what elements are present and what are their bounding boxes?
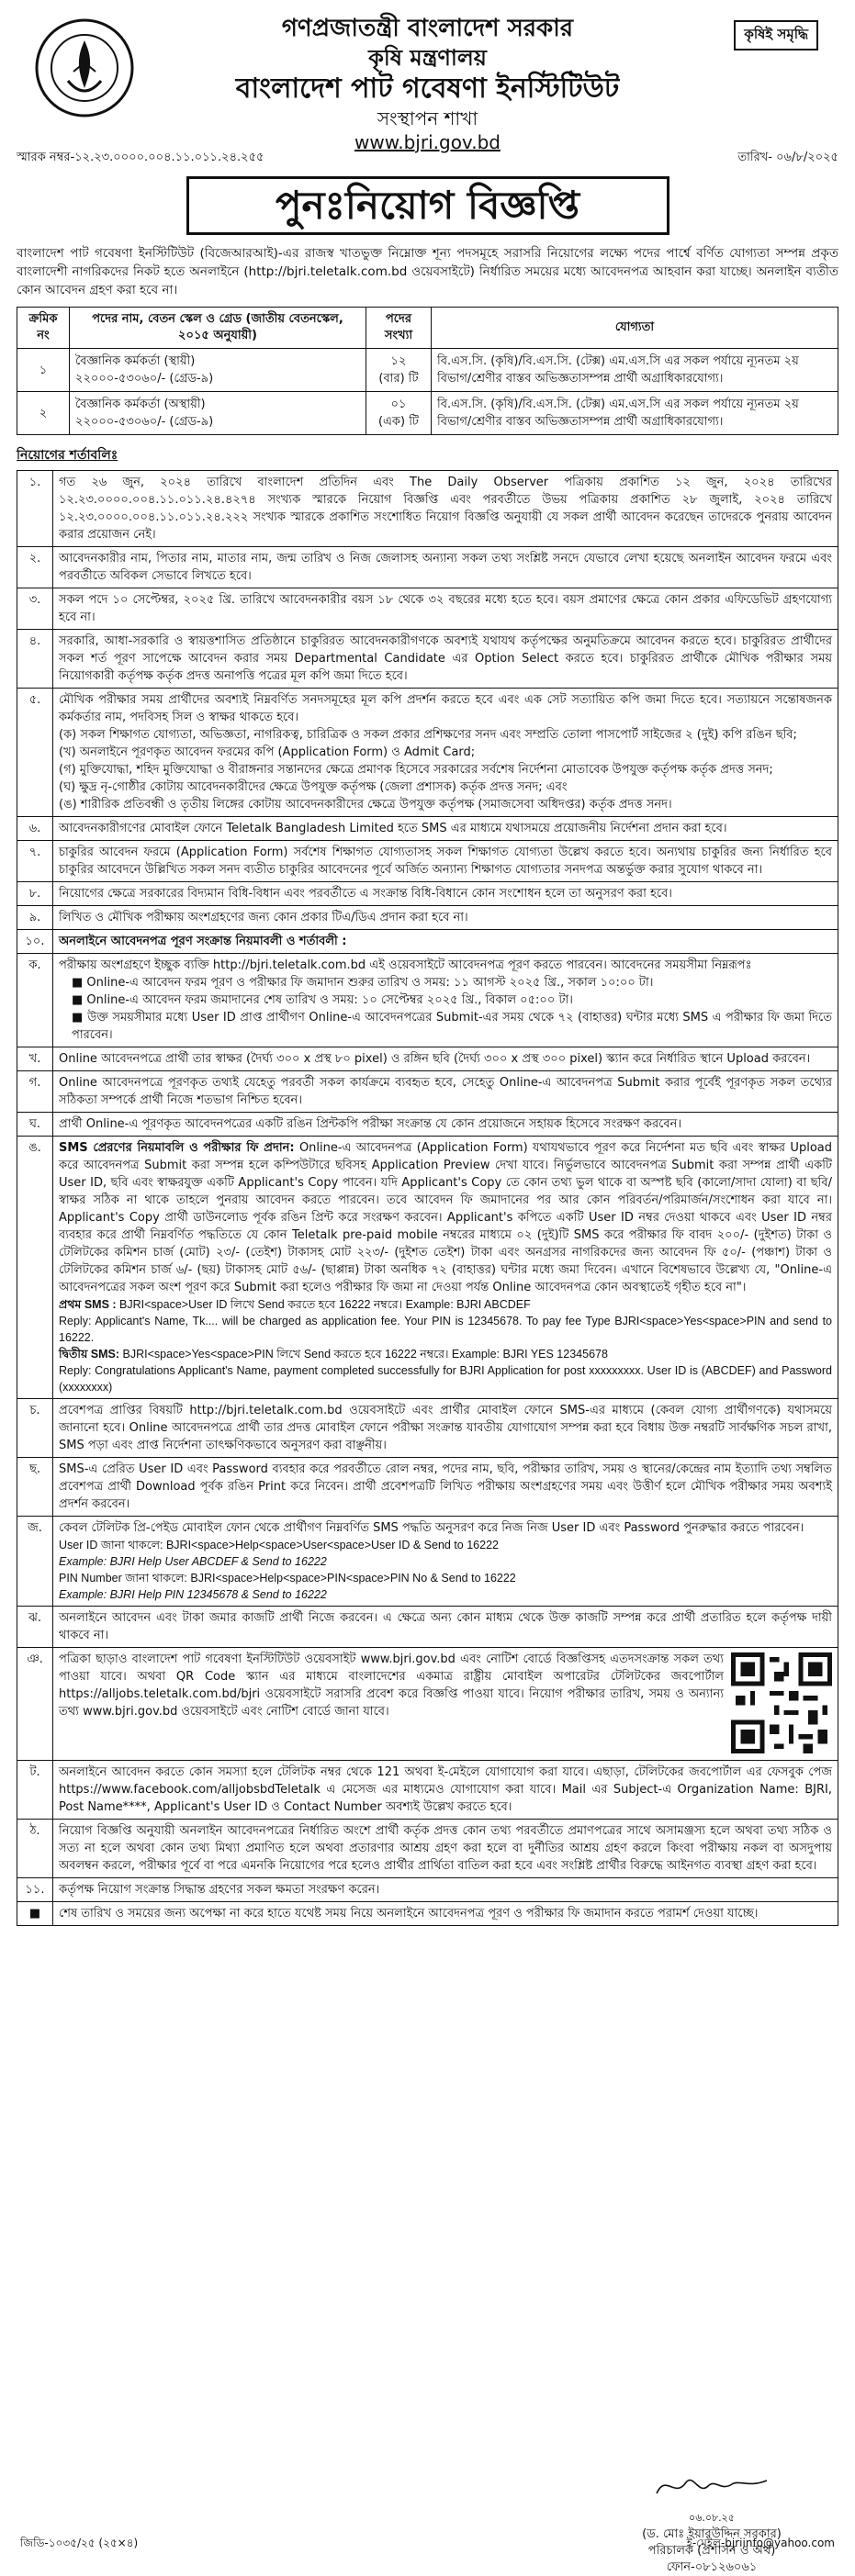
condition-row: ঙ. SMS প্রেরণের নিয়মাবলি ও পরীক্ষার ফি প্রদান: Online-এ আবেদনপত্র (Application Form) যথাযথভাবে পূরণ করে নির্দেশনা মত ছবি এবং স্বাক্ষর Upload করে আবেদনপত্র Submit করা সম্পন্ন হলে কম্পিউটারে ছবিসহ Application Preview দেখা যাবে। নির্ভুলভাবে আবেদনপত্র Submit করা সম্পন্ন প্রার্থী একটি User ID, ছবি এবং স্বাক্ষরযুক্ত একটি Applicant's Copy পাবেন। যদি Applicant's Copy তে কোন তথ্য ভুল থাকে বা অস্পষ্ট ছবি (কালো/সাদা যোলা) বা ছবি/স্বাক্ষর সঠিক না থাকে তাহলে পুনরায় আবেদন করতে পারবেন। তবে আবেদন ফি জমাদানের পর আর কোন পরিবর্তন/পরিমার্জন/সংশোধন করা যাবে না। Applicant's Copy প্রার্থী ডাউনলোড পূর্বক রঙিন প্রিন্ট করে সংরক্ষণ করবেন। Applicant's কপিতে একটি User ID নম্বর দেওয়া থাকবে এবং User ID নম্বর ব্যবহার করে প্রার্থী নিম্নবর্ণিত পদ্ধতিতে যে কোন Teletalk pre-paid mobile নম্বরের মাধ্যমে ০২ (দুই)টি SMS করে পরীক্ষার ফি বাবদ ২০০/- (দুইশত) টাকা ও টেলিটকের কমিশন চার্জ (মোট) ২৩/- (তেইশ) টাকাসহ মোট ২২৩/- (দুইশত তেইশ) টাকা এবং অনগ্রসর নাগরিকদের জন্য আবেদন ফি ৫০/- (পঞ্চাশ) টাকা ও টেলিটকের কমিশন চার্জ ৬/- (ছয়) টাকাসহ মোট ৫৬/- (ছাপ্পান্ন) টাকা অনধিক ৭২ (বাহাত্তর) ঘন্টার মধ্যে জমা দিবেন। এখানে বিশেষভাবে উল্লেখ্য যে, "Online-এ আবেদনপত্রের সকল অংশ পূরণ করে Submit করা হলেও পরীক্ষার ফি জমা না দেওয়া পর্যন্ত Online আবেদনপত্র কোন অবস্থাতেই গৃহীত হবে না"। প্রথম SMS : BJRI<space>User ID লিখে Send করতে হবে 16222 নম্বরে। Example: BJRI ABCDEF Reply: Applicant's Name, Tk.... will be charged as application fee. Your PIN is 12345678. To pay fee Type BJRI<space>Yes<space>PIN and send to 16222. দ্বিতীয় SMS: BJRI<space>Yes<space>PIN লিখে Send করতে হবে 16222 নম্বরে। Example: BJRI YES 12345678 Reply: Congratulations Applicant's Name, payment completed successfully for BJRI Application for post xxxxxxxxx. User ID is (ABCDEF) and Password (xxxxxxxx) bbox=[17, 1137, 838, 1399]
condition-row: ■ শেষ তারিখ ও সময়ের জন্য অপেক্ষা না করে হাতে যথেষ্ট সময় নিয়ে অনলাইনে আবেদনপত্র পূরণ ও পরীক্ষার ফি জমাদান করতে পরামর্শ দেওয়া যাচ্ছে। bbox=[17, 1902, 838, 1926]
condition-row: ৯. লিখিত ও মৌখিক পরীক্ষায় অংশগ্রহণের জন্য কোন প্রকার টিএ/ডিএ প্রদান করা হবে না। bbox=[17, 906, 838, 930]
closing-note: শেষ তারিখ ও সময়ের জন্য অপেক্ষা না করে হাতে যথেষ্ট সময় নিয়ে অনলাইনে আবেদনপত্র পূরণ ও পরীক্ষার ফি জমাদান করতে পরামর্শ দেওয়া যাচ্ছে। bbox=[53, 1902, 838, 1926]
row-post bbox=[70, 349, 366, 392]
condition-row: ক. পরীক্ষায় অংশগ্রহণে ইচ্ছুক ব্যক্তি http://bjri.teletalk.com.bd এই ওয়েবসাইটে আবেদনপত্র পূরণ করতে পারবেন। আবেদনের সময়সীমা নিম্নরূপঃ ■ Online-এ আবেদন ফরম পূরণ ও পরীক্ষার ফি জমাদান শুরুর তারিখ ও সময়: ১১ আগস্ট ২০২৫ খ্রি., সকাল ১০:০০ টা। ■ Online-এ আবেদন ফরম জমাদানের শেষ তারিখ ও সময়: ১০ সেপ্টেম্বর ২০২৫ খ্রি., বিকাল ০৫:০০ টা। ■ উক্ত সময়সীমার মধ্যে User ID প্রাপ্ত প্রার্থীগণ Online-এ আবেদনপত্রের Submit-এর সময় থেকে ৭২ (বাহাত্তর) ঘন্টার মধ্যে SMS এ পরীক্ষার ফি জমা দিতে পারবেন। bbox=[17, 954, 838, 1047]
condition-row: ৭. চাকুরির আবেদন ফরমে (Application Form) সর্বশেষ শিক্ষাগত যোগ্যতাসহ সকল শিক্ষাগত যোগ্যতা উল্লেখ করতে হবে। অন্যথায় চাকুরির জন্য নির্ধারিত হবে চাকুরির আবেদনে উল্লিখিত সকল সনদ ব্যতীত চাকুরির আবেদনের পূর্বে অর্জিত অন্যান্য শিক্ষাগত যোগ্যতার সনদপত্র অন্তর্ভুক্ত করার সুযোগ থাকবে না। bbox=[17, 841, 838, 882]
conditions-table bbox=[17, 470, 838, 1926]
condition-row: চ. প্রবেশপত্র প্রাপ্তির বিষয়টি http://bjri.teletalk.com.bd ওয়েবসাইটে এবং প্রার্থীর মোবাইল ফোনে SMS-এর মাধ্যমে (কেবল যোগ্য প্রার্থীগণকে) যথাসময়ে জানানো হবে। Online আবেদনপত্রে প্রার্থী তার প্রদত্ত মোবাইল ফোনে পরীক্ষা সংক্রান্ত যাবতীয় যোগাযোগ সম্পন্ন করা হবে বিধায় উক্ত নম্বরটি সার্বক্ষণিক সচল রাখা, SMS পড়া এবং প্রাপ্ত নির্দেশনা তাৎক্ষণিকভাবে অনুসরণ করা বাঞ্ছনীয়। bbox=[17, 1399, 838, 1458]
header bbox=[17, 0, 838, 153]
signature-block bbox=[602, 2468, 822, 2576]
condition-text: Online আবেদনপত্রে পূরণকৃত তথ্যই যেহেতু পরবর্তী সকল কার্যক্রমে ব্যবহৃত হবে, সেহেতু Online-এ আবেদনপত্র Submit করার পূর্বেই পূরণকৃত সকল তথ্যের সঠিকতা সম্পর্কে প্রার্থী নিজে শতভাগ নিশ্চিত হবেন। bbox=[53, 1071, 838, 1113]
notice-title: পুনঃনিয়োগ বিজ্ঞপ্তি bbox=[186, 176, 669, 235]
post-scale: ২২০০০-৫৩০৬০/- (গ্রেড-৯) bbox=[75, 415, 214, 429]
condition-text: অনলাইনে আবেদন করতে কোন সমস্যা হলে টেলিটক নম্বর থেকে 121 অথবা ই-মেইলে যোগাযোগ করা যাবে। এছাড়া, টেলিটকের জবপোর্টাল এর ফেসবুক পেজ https://www.facebook.com/alljobsbdTeletalk এ মেসেজ এর মাধ্যমেও যোগাযোগ করা যাবে। Mail এর Subject-এ Organization Name: BJRI, Post Name****, Applicant's User ID ও Contact Number অবশ্যই উল্লেখ করতে হবে। bbox=[53, 1761, 838, 1820]
condition-text: অনলাইনে আবেদন এবং টাকা জমার কাজটি প্রার্থী নিজে করবেন। এ ক্ষেত্রে অন্য কোন মাধ্যম থেকে উক্ত কাজটি সম্পন্ন করে প্রার্থী প্রতারিত হলে কর্তৃপক্ষ দায়ী থাকবে না। bbox=[53, 1607, 838, 1648]
condition-text: পরীক্ষায় অংশগ্রহণে ইচ্ছুক ব্যক্তি http://bjri.teletalk.com.bd এই ওয়েবসাইটে আবেদনপত্র পূরণ করতে পারবেন। আবেদনের সময়সীমা নিম্নরূপঃ ■ Online-এ আবেদন ফরম পূরণ ও পরীক্ষার ফি জমাদান শুরুর তারিখ ও সময়: ১১ আগস্ট ২০২৫ খ্রি., সকাল ১০:০০ টা। ■ Online-এ আবেদন ফরম জমাদানের শেষ তারিখ ও সময়: ১০ সেপ্টেম্বর ২০২৫ খ্রি., বিকাল ০৫:০০ টা। ■ উক্ত সময়সীমার মধ্যে User ID প্রাপ্ত প্রার্থীগণ Online-এ আবেদনপত্রের Submit-এর সময় থেকে ৭২ (বাহাত্তর) ঘন্টার মধ্যে SMS এ পরীক্ষার ফি জমা দিতে পারবেন। bbox=[53, 954, 838, 1047]
memo-date: তারিখ- ০৬/৮/২০২৫ bbox=[737, 150, 838, 164]
condition-text: প্রবেশপত্র প্রাপ্তির বিষয়টি http://bjri.teletalk.com.bd ওয়েবসাইটে এবং প্রার্থীর মোবাইল ফোনে SMS-এর মাধ্যমে (কেবল যোগ্য প্রার্থীগণকে) যথাসময়ে জানানো হবে। Online আবেদনপত্রে প্রার্থী তার প্রদত্ত মোবাইল ফোনে পরীক্ষা সংক্রান্ত যাবতীয় যোগাযোগ সম্পন্ন করা হবে বিধায় উক্ত নম্বরটি সার্বক্ষণিক সচল রাখা, SMS পড়া এবং প্রাপ্ত নির্দেশনা তাৎক্ষণিকভাবে অনুসরণ করা বাঞ্ছনীয়। bbox=[53, 1399, 838, 1458]
row-serial: ২ bbox=[17, 392, 70, 435]
qr-code-icon[interactable] bbox=[731, 1652, 832, 1753]
condition-row: জ. কেবল টেলিটক প্রি-পেইড মোবাইল ফোন থেকে প্রার্থীগণ নিম্নবর্ণিত SMS পদ্ধতি অনুসরণ করে নিজ নিজ User ID এবং Password পুনরুদ্ধার করতে পারবেন। User ID জানা থাকলে: BJRI<space>Help<space>User<space>User ID & Send to 16222 Example: BJRI Help User ABCDEF & Send to 16222 PIN Number জানা থাকলে: BJRI<space>Help<space>PIN<space>PIN No & Send to 16222 Example: BJRI Help PIN 12345678 & Send to 16222 bbox=[17, 1517, 838, 1607]
signatory-title: পরিচালক (প্রশাসন ও অর্থ) bbox=[647, 2544, 776, 2558]
condition-row: ঞ. পত্রিকা ছাড়াও বাংলাদেশ পাট গবেষণা ইনস্টিটিউট ওয়েবসাইট www.bjri.gov.bd এবং নোটিশ বোর্ডে বিজ্ঞপ্তিসহ এতদসংক্রান্ত সকল তথ্য পাওয়া যাবে। অথবা QR Code স্ক্যান এর মাধ্যমে বাংলাদেশের একমাত্র রাষ্ট্রীয় মোবাইল অপারেটর টেলিটকের জবপোর্টাল https://alljobs.teletalk.com.bd/bjri ওয়েবসাইটে সরাসরি প্রবেশ করে বিজ্ঞপ্তি পাওয়া যাবে। নিয়োগ পরীক্ষার তারিখ, সময় ও অন্যান্য তথ্য www.bjri.gov.bd ওয়েবসাইটে এবং নোটিশ বোর্ডে জানা যাবে। bbox=[17, 1648, 838, 1761]
post-name: বৈজ্ঞানিক কর্মকর্তা (অস্থায়ী) bbox=[75, 398, 206, 411]
condition-text: কেবল টেলিটক প্রি-পেইড মোবাইল ফোন থেকে প্রার্থীগণ নিম্নবর্ণিত SMS পদ্ধতি অনুসরণ করে নিজ নিজ User ID এবং Password পুনরুদ্ধার করতে পারবেন। User ID জানা থাকলে: BJRI<space>Help<space>User<space>User ID & Send to 16222 Example: BJRI Help User ABCDEF & Send to 16222 PIN Number জানা থাকলে: BJRI<space>Help<space>PIN<space>PIN No & Send to 16222 Example: BJRI Help PIN 12345678 & Send to 16222 bbox=[53, 1517, 838, 1607]
condition-row: ৫. মৌখিক পরীক্ষার সময় প্রার্থীদের অবশ্যই নিম্নবর্ণিত সনদসমূহের মূল কপি প্রদর্শন করতে হবে এবং এক সেট সত্যায়িত কপি জমা দিতে হবে। সত্যায়নে সন্তোষজনক কর্মকর্তার নাম, পদবিসহ সিল ও স্বাক্ষর থাকতে হবে। (ক) সকল শিক্ষাগত যোগ্যতা, অভিজ্ঞতা, নাগরিকত্ব, চারিত্রিক ও সকল প্রকার প্রশিক্ষণের সনদ এবং সম্প্রতি তোলা পাসপোর্ট সাইজের ২ (দুই) কপি রঙিন ছবি; (খ) অনলাইনে পূরণকৃত আবেদন ফরমের কপি (Application Form) ও Admit Card; (গ) মুক্তিযোদ্ধা, শহিদ মুক্তিযোদ্ধা ও বীরাঙ্গনার সন্তানদের ক্ষেত্রে প্রমাণক হিসেবে সরকারের সর্বশেষ নির্দেশনা মোতাবেক উপযুক্ত কর্তৃপক্ষ কর্তৃক প্রদত্ত সনদ; (ঘ) ক্ষুদ্র নৃ-গোষ্ঠীর কোটায় আবেদনকারীদের ক্ষেত্রে উপযুক্ত কর্তৃপক্ষ (জেলা প্রশাসক) কর্তৃক প্রদত্ত সনদ; এবং (ঙ) শারীরিক প্রতিবন্ধী ও তৃতীয় লিঙ্গের কোটায় আবেদনকারীদের ক্ষেত্রে উপযুক্ত কর্তৃপক্ষ (সমাজসেবা অধিদপ্তর) কর্তৃক প্রদত্ত সনদ। bbox=[17, 689, 838, 817]
conditions-heading: নিয়োগের শর্তাবলিঃ bbox=[17, 448, 118, 463]
post-scale: ২২০০০-৫৩০৬০/- (গ্রেড-৯) bbox=[75, 372, 214, 386]
condition-text: চাকুরির আবেদন ফরমে (Application Form) সর্বশেষ শিক্ষাগত যোগ্যতাসহ সকল শিক্ষাগত যোগ্যতা উল্লেখ করতে হবে। অন্যথায় চাকুরির জন্য নির্ধারিত হবে চাকুরির আবেদনে উল্লিখিত সকল সনদ ব্যতীত চাকুরির আবেদনের পূর্বে অর্জিত অন্যান্য শিক্ষাগত যোগ্যতার সনদপত্র অন্তর্ভুক্ত করার সুযোগ থাকবে না। bbox=[53, 841, 838, 882]
condition-text: সরকারি, আধা-সরকারি ও স্বায়ত্তশাসিত প্রতিষ্ঠানে চাকুরিরত আবেদনকারীগণকে অবশ্যই যথাযথ কর্তৃপক্ষের অনুমতিক্রমে আবেদন করতে হবে। চাকুরিরত প্রার্থীদের সকল শর্ত পূরণ সাপেক্ষে আবেদন করার সময় Departmental Candidate এর Option Select করতে হবে। চাকুরিরত প্রার্থীকে মৌখিক পরীক্ষার সময় নিয়োগকারী কর্তৃপক্ষ কর্তৃক প্রদত্ত অনাপত্তি পত্রের মূল কপি জমা দিতে হবে। bbox=[53, 630, 838, 689]
row-count bbox=[366, 392, 432, 435]
count-number: ০১ bbox=[390, 398, 407, 411]
header-count: পদের সংখ্যা bbox=[366, 308, 432, 349]
condition-row: ১০. অনলাইনে আবেদনপত্র পূরণ সংক্রান্ত নিয়মাবলী ও শর্তাবলী : bbox=[17, 930, 838, 954]
condition-heading: অনলাইনে আবেদনপত্র পূরণ সংক্রান্ত নিয়মাবলী ও শর্তাবলী : bbox=[53, 930, 838, 954]
intro-paragraph: বাংলাদেশ পাট গবেষণা ইনস্টিটিউট (বিজেআরআই)-এর রাজস্ব খাতভুক্ত নিম্নোক্ত শূন্য পদসমূহে সরাসরি নিয়োগের লক্ষ্যে পদের পার্শ্বে বর্ণিত যোগ্যতা সম্পন্ন প্রকৃত বাংলাদেশী নাগরিকদের নিকট হতে অনলাইনে (http://bjri.teletalk.com.bd ওয়েবসাইটে) নির্ধারিত সময়ের মধ্যে আবেদনপত্র আহবান করা যাচ্ছে। অনলাইন ব্যতীত কোন আবেদন গ্রহণ করা হবে না। bbox=[17, 246, 838, 297]
condition-row: ৪. সরকারি, আধা-সরকারি ও স্বায়ত্তশাসিত প্রতিষ্ঠানে চাকুরিরত আবেদনকারীগণকে অবশ্যই যথাযথ কর্তৃপক্ষের অনুমতিক্রমে আবেদন করতে হবে। চাকুরিরত প্রার্থীদের সকল শর্ত পূরণ সাপেক্ষে আবেদন করার সময় Departmental Candidate এর Option Select করতে হবে। চাকুরিরত প্রার্থীকে মৌখিক পরীক্ষার সময় নিয়োগকারী কর্তৃপক্ষ কর্তৃক প্রদত্ত অনাপত্তি পত্রের মূল কপি জমা দিতে হবে। bbox=[17, 630, 838, 689]
header-post: পদের নাম, বেতন স্কেল ও গ্রেড (জাতীয় বেতনস্কেল, ২০১৫ অনুযায়ী) bbox=[70, 308, 366, 349]
row-serial: ১ bbox=[17, 349, 70, 392]
signatory-name: (ড. মোঃ ইয়ারউদ্দিন সরকার) bbox=[642, 2527, 782, 2541]
condition-text: মৌখিক পরীক্ষার সময় প্রার্থীদের অবশ্যই নিম্নবর্ণিত সনদসমূহের মূল কপি প্রদর্শন করতে হবে এবং এক সেট সত্যায়িত কপি জমা দিতে হবে। সত্যায়নে সন্তোষজনক কর্মকর্তার নাম, পদবিসহ সিল ও স্বাক্ষর থাকতে হবে। (ক) সকল শিক্ষাগত যোগ্যতা, অভিজ্ঞতা, নাগরিকত্ব, চারিত্রিক ও সকল প্রকার প্রশিক্ষণের সনদ এবং সম্প্রতি তোলা পাসপোর্ট সাইজের ২ (দুই) কপি রঙিন ছবি; (খ) অনলাইনে পূরণকৃত আবেদন ফরমের কপি (Application Form) ও Admit Card; (গ) মুক্তিযোদ্ধা, শহিদ মুক্তিযোদ্ধা ও বীরাঙ্গনার সন্তানদের ক্ষেত্রে প্রমাণক হিসেবে সরকারের সর্বশেষ নির্দেশনা মোতাবেক উপযুক্ত কর্তৃপক্ষ কর্তৃক প্রদত্ত সনদ; (ঘ) ক্ষুদ্র নৃ-গোষ্ঠীর কোটায় আবেদনকারীদের ক্ষেত্রে উপযুক্ত কর্তৃপক্ষ (জেলা প্রশাসক) কর্তৃক প্রদত্ত সনদ; এবং (ঙ) শারীরিক প্রতিবন্ধী ও তৃতীয় লিঙ্গের কোটায় আবেদনকারীদের ক্ষেত্রে উপযুক্ত কর্তৃপক্ষ (সমাজসেবা অধিদপ্তর) কর্তৃক প্রদত্ত সনদ। bbox=[53, 689, 838, 817]
signatory-phone: ফোন-০৮১২৬০৬১ bbox=[666, 2560, 758, 2574]
condition-text: প্রার্থী Online-এ পূরণকৃত আবেদনপত্রের একটি রঙিন প্রিন্টকপি পরীক্ষা সংক্রান্ত যে কোন প্রয়োজনে সহায়ক হিসেবে সংরক্ষণ করবেন। bbox=[53, 1113, 838, 1137]
condition-row: ঘ. প্রার্থী Online-এ পূরণকৃত আবেদনপত্রের একটি রঙিন প্রিন্টকপি পরীক্ষা সংক্রান্ত যে কোন প্রয়োজনে সহায়ক হিসেবে সংরক্ষণ করবেন। bbox=[17, 1113, 838, 1137]
institute-name: বাংলাদেশ পাট গবেষণা ইনস্টিটিউট bbox=[235, 73, 620, 105]
condition-row: ১. গত ২৬ জুন, ২০২৪ তারিখে বাংলাদেশ প্রতিদিন এবং The Daily Observer পত্রিকায় প্রকাশিত ১২ জুন, ২০২৪ তারিখের ১২.২৩.০০০০.০০৪.১১.০১১.২৪.৪২৭৪ সংখ্যক স্মারকে নিয়োগ বিজ্ঞপ্তি এবং পরবর্তীতে উভয় পত্রিকায় প্রকাশিত ২৮ জুলাই, ২০২৪ তারিখে ১২.২৩.০০০০.০০৪.১১.০১১.২৪.২২২ সংখ্যক স্মারকে প্রকাশিত সংশোধিত নিয়োগ বিজ্ঞপ্তি অনুযায়ী যে সকল প্রার্থী আবেদন করেছেন তাদেরকে পুনরায় আবেদন করার প্রয়োজন নেই। bbox=[17, 471, 838, 547]
govt-name: গণপ্রজাতন্ত্রী বাংলাদেশ সরকার bbox=[281, 15, 574, 42]
footer-code: জিডি-১০৩৫/২৫ (২৫×৪) bbox=[20, 2537, 139, 2549]
footer-email[interactable]: ই-মেইল-bjriinfo@yahoo.com bbox=[686, 2537, 835, 2549]
motto-badge: কৃষিই সমৃদ্ধি bbox=[734, 20, 818, 50]
condition-text: Online আবেদনপত্রে প্রার্থী তার স্বাক্ষর (দৈর্ঘ্য ৩০০ x প্রস্থ ৮০ pixel) ও রঙ্গিন ছবি (দৈর্ঘ্য ৩০০ x প্রস্থ ৩০০ pixel) স্ক্যান করে নির্ধারিত স্থানে Upload করবেন। bbox=[53, 1047, 838, 1071]
memo-number: স্মারক নম্বর-১২.২৩.০০০০.০০৪.১১.০১১.২৪.২৫৫ bbox=[17, 150, 264, 164]
signature-date: ০৬.০৮.২৫ bbox=[689, 2512, 735, 2524]
condition-row: খ. Online আবেদনপত্রে প্রার্থী তার স্বাক্ষর (দৈর্ঘ্য ৩০০ x প্রস্থ ৮০ pixel) ও রঙ্গিন ছবি (দৈর্ঘ্য ৩০০ x প্রস্থ ৩০০ pixel) স্ক্যান করে নির্ধারিত স্থানে Upload করবেন। bbox=[17, 1047, 838, 1071]
table-row bbox=[17, 349, 838, 392]
posts-table bbox=[17, 307, 838, 435]
bjri-logo-icon bbox=[33, 17, 136, 119]
condition-text: SMS প্রেরণের নিয়মাবলি ও পরীক্ষার ফি প্রদান: Online-এ আবেদনপত্র (Application Form) যথাযথভাবে পূরণ করে নির্দেশনা মত ছবি এবং স্বাক্ষর Upload করে আবেদনপত্র Submit করা সম্পন্ন হলে কম্পিউটারে ছবিসহ Application Preview দেখা যাবে। নির্ভুলভাবে আবেদনপত্র Submit করা সম্পন্ন প্রার্থী একটি User ID, ছবি এবং স্বাক্ষরযুক্ত একটি Applicant's Copy পাবেন। যদি Applicant's Copy তে কোন তথ্য ভুল থাকে বা অস্পষ্ট ছবি (কালো/সাদা যোলা) বা ছবি/স্বাক্ষর সঠিক না থাকে তাহলে পুনরায় আবেদন করতে পারবেন। তবে আবেদন ফি জমাদানের পর আর কোন পরিবর্তন/পরিমার্জন/সংশোধন করা যাবে না। Applicant's Copy প্রার্থী ডাউনলোড পূর্বক রঙিন প্রিন্ট করে সংরক্ষণ করবেন। Applicant's কপিতে একটি User ID নম্বর দেওয়া থাকবে এবং User ID নম্বর ব্যবহার করে প্রার্থী নিম্নবর্ণিত পদ্ধতিতে যে কোন Teletalk pre-paid mobile নম্বরের মাধ্যমে ০২ (দুই)টি SMS করে পরীক্ষার ফি বাবদ ২০০/- (দুইশত) টাকা ও টেলিটকের কমিশন চার্জ (মোট) ২৩/- (তেইশ) টাকাসহ মোট ২২৩/- (দুইশত তেইশ) টাকা এবং অনগ্রসর নাগরিকদের জন্য আবেদন ফি ৫০/- (পঞ্চাশ) টাকা ও টেলিটকের কমিশন চার্জ ৬/- (ছয়) টাকাসহ মোট ৫৬/- (ছাপ্পান্ন) টাকা অনধিক ৭২ (বাহাত্তর) ঘন্টার মধ্যে জমা দিবেন। এখানে বিশেষভাবে উল্লেখ্য যে, "Online-এ আবেদনপত্রের সকল অংশ পূরণ করে Submit করা হলেও পরীক্ষার ফি জমা না দেওয়া পর্যন্ত Online আবেদনপত্র কোন অবস্থাতেই গৃহীত হবে না"। প্রথম SMS : BJRI<space>User ID লিখে Send করতে হবে 16222 নম্বরে। Example: BJRI ABCDEF Reply: Applicant's Name, Tk.... will be charged as application fee. Your PIN is 12345678. To pay fee Type BJRI<space>Yes<space>PIN and send to 16222. দ্বিতীয় SMS: BJRI<space>Yes<space>PIN লিখে Send করতে হবে 16222 নম্বরে। Example: BJRI YES 12345678 Reply: Congratulations Applicant's Name, payment completed successfully for BJRI Application for post xxxxxxxxx. User ID is (ABCDEF) and Password (xxxxxxxx) bbox=[53, 1137, 838, 1399]
row-post bbox=[70, 392, 366, 435]
table-row bbox=[17, 392, 838, 435]
signature-icon bbox=[647, 2468, 776, 2504]
condition-row: গ. Online আবেদনপত্রে পূরণকৃত তথ্যই যেহেতু পরবর্তী সকল কার্যক্রমে ব্যবহৃত হবে, সেহেতু Online-এ আবেদনপত্র Submit করার পূর্বেই পূরণকৃত সকল তথ্যের সঠিকতা সম্পর্কে প্রার্থী নিজে শতভাগ নিশ্চিত হবেন। bbox=[17, 1071, 838, 1113]
condition-row: ঠ. নিয়োগ বিজ্ঞপ্তি অনুযায়ী অনলাইন আবেদনপত্রের নির্ধারিত অংশে প্রার্থী কর্তৃক প্রদত্ত কোন তথ্য পরবর্তীতে প্রমাণপত্রের সাথে অসামঞ্জস্য হলে অথবা তথ্য সঠিক ও সত্য না হলে অথবা কোন তথ্য মিথ্যা প্রমাণিত হলে অথবা প্রতারণার আশ্রয় গ্রহণ করা হলে বা দুর্নীতির আশ্রয় গ্রহণ করলে কিংবা পরীক্ষায় নকল বা অসদুপায় অবলম্বন করলে, পরীক্ষার পূর্বে বা পরে এমনকি নিয়োগের পরে হলেও প্রার্থীর প্রার্থিতা বাতিল করা হবে এবং সংশ্লিষ্ট প্রার্থীর বিরুদ্ধে আইনগত ব্যবস্থা গ্রহণ করা হবে। bbox=[17, 1820, 838, 1878]
condition-text: আবেদনকারীগণের মোবাইল ফোনে Teletalk Bangladesh Limited হতে SMS এর মাধ্যমে যথাসময়ে প্রয়োজনীয় নির্দেশনা প্রদান করা হবে। bbox=[53, 817, 838, 841]
condition-text: লিখিত ও মৌখিক পরীক্ষায় অংশগ্রহণের জন্য কোন প্রকার টিএ/ডিএ প্রদান করা হবে না। bbox=[53, 906, 838, 930]
count-words: (বার) টি bbox=[378, 372, 419, 386]
condition-text: আবেদনকারীর নাম, পিতার নাম, মাতার নাম, জন্ম তারিখ ও নিজ জেলাসহ অন্যান্য সকল তথ্য সংশ্লিষ্ট সনদে যেভাবে লেখা হয়েছে অনলাইন আবেদন ফরমে এবং পরবর্তীতে অবিকল সেভাবে লিখতে হবে। bbox=[53, 547, 838, 588]
condition-row: ৬. আবেদনকারীগণের মোবাইল ফোনে Teletalk Bangladesh Limited হতে SMS এর মাধ্যমে যথাসময়ে প্রয়োজনীয় নির্দেশনা প্রদান করা হবে। bbox=[17, 817, 838, 841]
condition-text: পত্রিকা ছাড়াও বাংলাদেশ পাট গবেষণা ইনস্টিটিউট ওয়েবসাইট www.bjri.gov.bd এবং নোটিশ বোর্ডে বিজ্ঞপ্তিসহ এতদসংক্রান্ত সকল তথ্য পাওয়া যাবে। অথবা QR Code স্ক্যান এর মাধ্যমে বাংলাদেশের একমাত্র রাষ্ট্রীয় মোবাইল অপারেটর টেলিটকের জবপোর্টাল https://alljobs.teletalk.com.bd/bjri ওয়েবসাইটে সরাসরি প্রবেশ করে বিজ্ঞপ্তি পাওয়া যাবে। নিয়োগ পরীক্ষার তারিখ, সময় ও অন্যান্য তথ্য www.bjri.gov.bd ওয়েবসাইটে এবং নোটিশ বোর্ডে জানা যাবে। bbox=[53, 1648, 838, 1761]
row-count bbox=[366, 349, 432, 392]
condition-text: নিয়োগের ক্ষেত্রে সরকারের বিদ্যমান বিধি-বিধান এবং পরবর্তীতে এ সংক্রান্ত বিধি-বিধানে কোন সংশোধন হলে তা অনুসরণ করা হবে। bbox=[53, 882, 838, 906]
condition-text: SMS-এ প্রেরিত User ID এবং Password ব্যবহার করে পরবর্তীতে রোল নম্বর, পদের নাম, ছবি, পরীক্ষার তারিখ, সময় ও স্থানের/কেন্দ্রের নাম ইত্যাদি তথ্য সম্বলিত প্রবেশপত্র প্রার্থী Download পূর্বক রঙিন Print করে নিবেন। প্রার্থী প্রবেশপত্রটি লিখিত পরীক্ষায় অংশগ্রহণের সময় এবং উত্তীর্ণ হলে মৌখিক পরীক্ষার সময় অবশ্যই প্রদর্শন করবেন। bbox=[53, 1458, 838, 1517]
count-number: ১২ bbox=[390, 354, 407, 368]
condition-text: কর্তৃপক্ষ নিয়োগ সংক্রান্ত সিদ্ধান্ত গ্রহণের সকল ক্ষমতা সংরক্ষণ করেন। bbox=[53, 1878, 838, 1902]
condition-text: নিয়োগ বিজ্ঞপ্তি অনুযায়ী অনলাইন আবেদনপত্রের নির্ধারিত অংশে প্রার্থী কর্তৃক প্রদত্ত কোন তথ্য পরবর্তীতে প্রমাণপত্রের সাথে অসামঞ্জস্য হলে অথবা তথ্য সঠিক ও সত্য না হলে অথবা কোন তথ্য মিথ্যা প্রমাণিত হলে অথবা প্রতারণার আশ্রয় গ্রহণ করা হলে বা দুর্নীতির আশ্রয় গ্রহণ করলে কিংবা পরীক্ষায় নকল বা অসদুপায় অবলম্বন করলে, পরীক্ষার পূর্বে বা পরে এমনকি নিয়োগের পরে হলেও প্রার্থীর প্রার্থিতা বাতিল করা হবে এবং সংশ্লিষ্ট প্রার্থীর বিরুদ্ধে আইনগত ব্যবস্থা গ্রহণ করা হবে। bbox=[53, 1820, 838, 1878]
ministry-name: কৃষি মন্ত্রণালয় bbox=[368, 45, 487, 71]
condition-row: ট. অনলাইনে আবেদন করতে কোন সমস্যা হলে টেলিটক নম্বর থেকে 121 অথবা ই-মেইলে যোগাযোগ করা যাবে। এছাড়া, টেলিটকের জবপোর্টাল এর ফেসবুক পেজ https://www.facebook.com/alljobsbdTeletalk এ মেসেজ এর মাধ্যমেও যোগাযোগ করা যাবে। Mail এর Subject-এ Organization Name: BJRI, Post Name****, Applicant's User ID ও Contact Number অবশ্যই উল্লেখ করতে হবে। bbox=[17, 1761, 838, 1820]
table-header-row bbox=[17, 308, 838, 349]
condition-row: ৩. সকল পদে ১০ সেপ্টেম্বর, ২০২৫ খ্রি. তারিখে আবেদনকারীর বয়স ১৮ থেকে ৩২ বছরের মধ্যে হতে হবে। বয়স প্রমাণের ক্ষেত্রে কোন প্রকার এফিডেভিট গ্রহণযোগ্য হবে না। bbox=[17, 588, 838, 630]
branch-name: সংস্থাপন শাখা bbox=[377, 107, 478, 129]
condition-row: ১১. কর্তৃপক্ষ নিয়োগ সংক্রান্ত সিদ্ধান্ত গ্রহণের সকল ক্ষমতা সংরক্ষণ করেন। bbox=[17, 1878, 838, 1902]
row-qualification: বি.এস.সি. (কৃষি)/বি.এস.সি. (টেক্স) এম.এস.সি এর সকল পর্যায়ে ন্যূনতম ২য় বিভাগ/শ্রেণীর বাস্তব অভিজ্ঞতাসম্পন্ন প্রার্থী অগ্রাধিকারযোগ্য। bbox=[432, 392, 838, 435]
header-serial: ক্রমিক নং bbox=[17, 308, 70, 349]
condition-row: ছ. SMS-এ প্রেরিত User ID এবং Password ব্যবহার করে পরবর্তীতে রোল নম্বর, পদের নাম, ছবি, পরীক্ষার তারিখ, সময় ও স্থানের/কেন্দ্রের নাম ইত্যাদি তথ্য সম্বলিত প্রবেশপত্র প্রার্থী Download পূর্বক রঙিন Print করে নিবেন। প্রার্থী প্রবেশপত্রটি লিখিত পরীক্ষায় অংশগ্রহণের সময় এবং উত্তীর্ণ হলে মৌখিক পরীক্ষার সময় অবশ্যই প্রদর্শন করবেন। bbox=[17, 1458, 838, 1517]
condition-row: ৮. নিয়োগের ক্ষেত্রে সরকারের বিদ্যমান বিধি-বিধান এবং পরবর্তীতে এ সংক্রান্ত বিধি-বিধানে কোন সংশোধন হলে তা অনুসরণ করা হবে। bbox=[17, 882, 838, 906]
condition-text: সকল পদে ১০ সেপ্টেম্বর, ২০২৫ খ্রি. তারিখে আবেদনকারীর বয়স ১৮ থেকে ৩২ বছরের মধ্যে হতে হবে। বয়স প্রমাণের ক্ষেত্রে কোন প্রকার এফিডেভিট গ্রহণযোগ্য হবে না। bbox=[53, 588, 838, 630]
header-qualification: যোগ্যতা bbox=[432, 308, 838, 349]
count-words: (এক) টি bbox=[377, 415, 420, 429]
row-qualification: বি.এস.সি. (কৃষি)/বি.এস.সি. (টেক্স) এম.এস.সি এর সকল পর্যায়ে ন্যূনতম ২য় বিভাগ/শ্রেণীর বাস্তব অভিজ্ঞতাসম্পন্ন প্রার্থী অগ্রাধিকারযোগ্য। bbox=[432, 349, 838, 392]
post-name: বৈজ্ঞানিক কর্মকর্তা (স্থায়ী) bbox=[75, 354, 196, 368]
condition-text: গত ২৬ জুন, ২০২৪ তারিখে বাংলাদেশ প্রতিদিন এবং The Daily Observer পত্রিকায় প্রকাশিত ১২ জুন, ২০২৪ তারিখের ১২.২৩.০০০০.০০৪.১১.০১১.২৪.৪২৭৪ সংখ্যক স্মারকে নিয়োগ বিজ্ঞপ্তি এবং পরবর্তীতে উভয় পত্রিকায় প্রকাশিত ২৮ জুলাই, ২০২৪ তারিখে ১২.২৩.০০০০.০০৪.১১.০১১.২৪.২২২ সংখ্যক স্মারকে প্রকাশিত সংশোধিত নিয়োগ বিজ্ঞপ্তি অনুযায়ী যে সকল প্রার্থী আবেদন করেছেন তাদেরকে পুনরায় আবেদন করার প্রয়োজন নেই। bbox=[53, 471, 838, 547]
condition-row: ২. আবেদনকারীর নাম, পিতার নাম, মাতার নাম, জন্ম তারিখ ও নিজ জেলাসহ অন্যান্য সকল তথ্য সংশ্লিষ্ট সনদে যেভাবে লেখা হয়েছে অনলাইন আবেদন ফরমে এবং পরবর্তীতে অবিকল সেভাবে লিখতে হবে। bbox=[17, 547, 838, 588]
condition-row: ঝ. অনলাইনে আবেদন এবং টাকা জমার কাজটি প্রার্থী নিজে করবেন। এ ক্ষেত্রে অন্য কোন মাধ্যম থেকে উক্ত কাজটি সম্পন্ন করে প্রার্থী প্রতারিত হলে কর্তৃপক্ষ দায়ী থাকবে না। bbox=[17, 1607, 838, 1648]
website-link[interactable]: www.bjri.gov.bd bbox=[354, 131, 501, 153]
